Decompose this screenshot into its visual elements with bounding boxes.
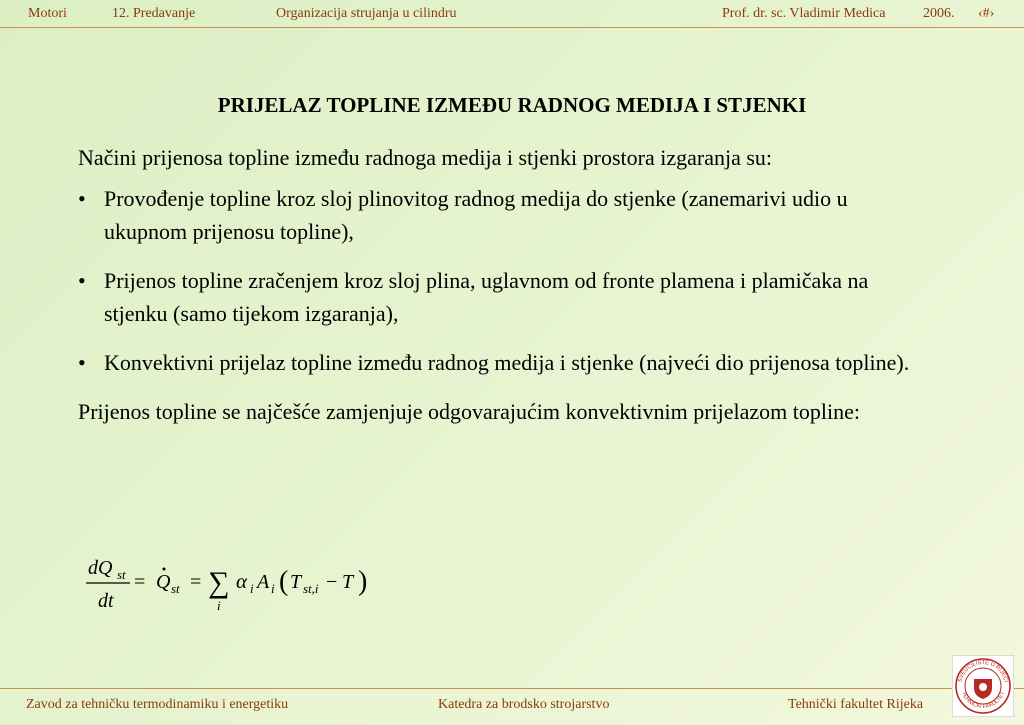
formula-alpha: α [236,569,248,593]
formula-numerator: dQ [88,557,113,579]
formula-sum-sign: ∑ [208,566,230,599]
formula-rparen: ) [358,566,368,597]
header-course: Motori [28,6,67,21]
formula-minus: − [326,571,338,593]
formula-numerator-sub: st [117,567,126,582]
header-lecture: 12. Predavanje [112,6,196,21]
footer-faculty: Tehnički fakultet Rijeka [788,697,924,712]
slide-body [78,141,930,428]
formula-temp-sub: st,i [303,581,319,596]
heat-transfer-formula [84,548,384,618]
formula-area: A [257,571,270,593]
closing-paragraph: Prijenos topline se najčešće zamjenjuje odgovarajućim konvektivnim prijelazom topline: [78,399,860,424]
bullet-text: Provođenje topline kroz sloj plinovitog radnog medija do stjenke (zanemarivi udio u ukupnom prijenosu topline), [104,186,848,244]
formula-gas-temp: T [342,571,354,593]
formula-temp: T [290,571,302,593]
formula-area-sub: i [271,581,275,596]
bullet-marker: • [78,350,86,375]
formula-alpha-sub: i [250,581,254,596]
svg-text:TEHNIČKI FAKULTET: TEHNIČKI FAKULTET [960,691,1006,711]
svg-text:SVEUČILIŠTE U RIJECI: SVEUČILIŠTE U RIJECI [957,659,1009,683]
header-year: 2006. [923,6,955,21]
intro-paragraph: Načini prijenosa topline između radnoga medija i stjenki prostora izgaranja su: [78,145,773,170]
slide-footer [0,688,1024,725]
bullet-text: Prijenos topline zračenjem kroz sloj plina, uglavnom od fronte plamena i plamičaka na stjenku (samo tijekom izgaranja), [104,268,869,326]
list-item [78,264,930,330]
header-slide-number: ‹#› [978,6,995,21]
formula-lparen: ( [279,566,289,597]
faculty-logo [952,655,1014,717]
bullet-marker: • [78,186,86,211]
bullet-text: Konvektivni prijelaz topline između radnog medija i stjenke (najveći dio prijenosa topline). [104,350,910,375]
bullet-marker: • [78,268,86,293]
header-author: Prof. dr. sc. Vladimir Medica [722,6,886,21]
slide-title: PRIJELAZ TOPLINE IZMEĐU RADNOG MEDIJA I STJENKI [217,93,807,117]
footer-chair: Katedra za brodsko strojarstvo [438,697,610,712]
list-item [78,346,930,379]
bullet-list [78,182,930,379]
formula-denominator: dt [98,590,114,612]
formula-equals-2: = [190,571,202,593]
footer-department: Zavod za tehničku termodinamiku i energetiku [26,697,289,712]
header-topic: Organizacija strujanja u cilindru [276,6,457,21]
qdot-dot [163,568,166,571]
formula-sum-index: i [217,598,221,613]
slide-header [0,0,1024,28]
formula-equals-1: = [134,571,146,593]
formula-qdot: Q [156,571,171,593]
formula-qdot-sub: st [171,581,180,596]
list-item [78,182,930,248]
